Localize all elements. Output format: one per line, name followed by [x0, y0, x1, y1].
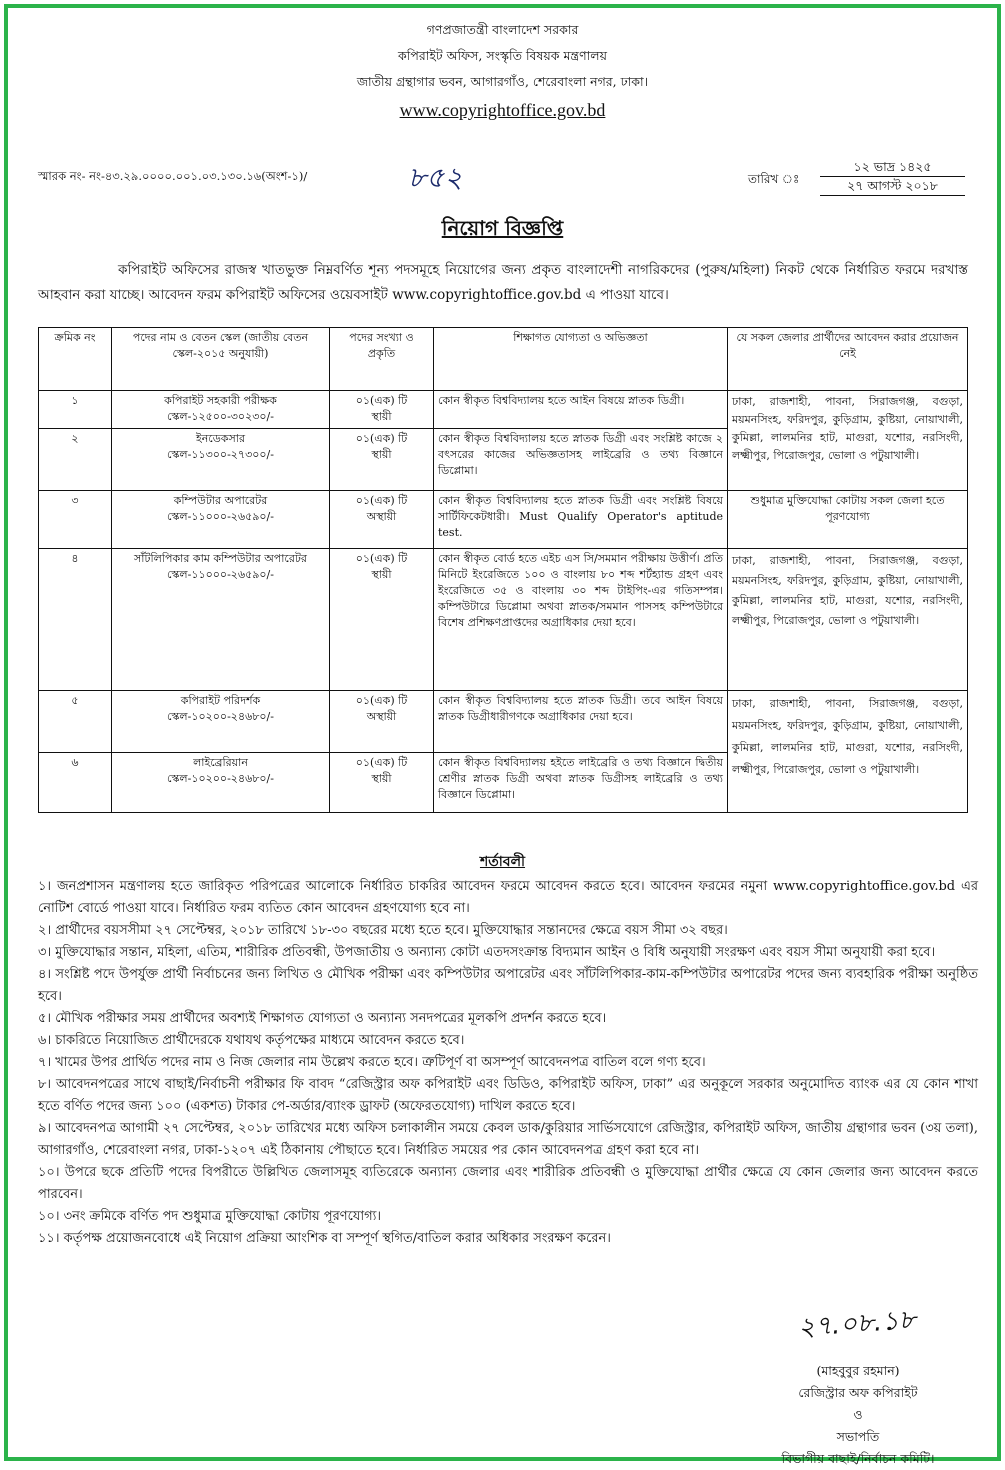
post-name: কম্পিউটার অপারেটর — [173, 494, 268, 507]
conditions-title — [8, 850, 997, 874]
post-name: লাইব্রেরিয়ান — [193, 756, 248, 769]
header-post: পদের নাম ও বেতন স্কেল (জাতীয় বেতন স্কেল-২০১৫ অনুযায়ী) — [112, 328, 330, 391]
row-districts: শুধুমাত্র মুক্তিযোদ্ধা কোটায় সকল জেলা হতে পূরণযোগ্য — [728, 491, 968, 549]
row-count — [330, 491, 434, 549]
govt-name: গণপ্রজাতন্ত্রী বাংলাদেশ সরকার — [426, 22, 579, 37]
condition-item: ৩। মুক্তিযোদ্ধার সন্তান, মহিলা, এতিম, শারীরিক প্রতিবন্ধী, উপজাতীয় ও অন্যান্য কোটা এতদসংক্রান্ত বিদ্যমান আইন ও বিধি অনুযায়ী সংরক্ষণ এবং বয়স সীমা অনুযায়ী করা হবে। — [38, 945, 936, 960]
notice-title — [8, 214, 997, 247]
table-header-row — [39, 328, 968, 391]
row-post — [112, 391, 330, 429]
row-qualification: কোন স্বীকৃত বিশ্ববিদ্যালয় হতে স্নাতক ডিগ্রী এবং সংশ্লিষ্ট কাজে ২ বৎসরের কাজের অভিজ্ঞতাসহ লাইব্রেরি ও তথ্য বিজ্ঞানে ডিপ্লোমা। — [434, 429, 728, 491]
row-post — [112, 753, 330, 813]
signature-block — [718, 1360, 998, 1470]
signatory-committee: বিভাগীয় বাছাই/নির্বাচন কমিটি। — [781, 1451, 935, 1466]
row-qualification: কোন স্বীকৃত বিশ্ববিদ্যালয় হতে স্নাতক ডিগ্রী এবং সংশ্লিষ্ট বিষয়ে সার্টিফিকেটধারী। Must Qualify Operator's aptitude test. — [434, 491, 728, 549]
post-type: স্থায়ী — [371, 568, 392, 581]
row-serial: ৪ — [39, 549, 112, 691]
website-link-text: www.copyrightoffice.gov.bd — [399, 100, 606, 120]
pay-scale: স্কেল-১০২০০-২৪৬৮০/- — [167, 710, 274, 723]
post-count: ০১(এক) টি — [355, 432, 408, 445]
date-block — [820, 158, 965, 196]
row-count — [330, 429, 434, 491]
office-name: কপিরাইট অফিস, সংস্কৃতি বিষয়ক মন্ত্রণালয় — [398, 48, 607, 63]
row-count — [330, 753, 434, 813]
row-post — [112, 691, 330, 753]
row-districts: ঢাকা, রাজশাহী, পাবনা, সিরাজগঞ্জ, বগুড়া, ময়মনসিংহ, ফরিদপুর, কুড়িগ্রাম, কুষ্টিয়া, নোয়াখালী, কুমিল্লা, লালমনির হাট, মাগুরা, যশোর, নরসিংদী, লক্ষ্মীপুর, পিরোজপুর, ভোলা ও পটুয়াখালী। — [728, 549, 968, 691]
row-serial: ২ — [39, 429, 112, 491]
condition-item: ৭। খামের উপর প্রার্থিত পদের নাম ও নিজ জেলার নাম উল্লেখ করতে হবে। ত্রুটিপূর্ণ বা অসম্পূর্ণ আবেদনপত্র বাতিল বলে গণ্য হবে। — [38, 1055, 706, 1070]
row-qualification: কোন স্বীকৃত বিশ্ববিদ্যালয় হতে আইন বিষয়ে স্নাতক ডিগ্রী। — [434, 391, 728, 429]
post-name: কপিরাইট সহকারী পরীক্ষক — [164, 394, 277, 407]
pay-scale: স্কেল-১১৩০০-২৭৩০০/- — [167, 448, 274, 461]
conditions-title-text: শর্তাবলী — [479, 854, 526, 870]
post-type: অস্থায়ী — [366, 510, 397, 523]
handwritten-signature: ২৭.০৮.১৮ — [797, 1304, 917, 1344]
post-name: সাঁটলিপিকার কাম কম্পিউটার অপারেটর — [134, 552, 307, 565]
vacancy-table — [38, 327, 968, 813]
intro-paragraph: কপিরাইট অফিসের রাজস্ব খাতভুক্ত নিম্নবর্ণিত শূন্য পদসমূহে নিয়োগের জন্য প্রকৃত বাংলাদেশী নাগরিকদের (পুরুষ/মহিলা) নিকট থেকে নির্ধারিত ফরমে দরখাস্ত আহবান করা যাচ্ছে। আবেদন ফরম কপিরাইট অফিসের ওয়েবসাইট www.copyrightoffice.gov.bd এ পাওয়া যাবে। — [38, 262, 968, 303]
post-name: ইনডেকসার — [195, 432, 245, 445]
condition-item: ১০। ৩নং ক্রমিকে বর্ণিত পদ শুধুমাত্র মুক্তিযোদ্ধা কোটায় পূরণযোগ্য। — [38, 1209, 382, 1224]
pay-scale: স্কেল-১২৫০০-৩০২৩০/- — [167, 410, 274, 423]
row-count — [330, 549, 434, 691]
condition-item: ২। প্রার্থীদের বয়সসীমা ২৭ সেপ্টেম্বর, ২০১৮ তারিখে ১৮-৩০ বছরের মধ্যে হতে হবে। মুক্তিযোদ্ধার সন্তানদের ক্ষেত্রে বয়স সীমা ৩২ বছর। — [38, 923, 728, 938]
row-serial: ৬ — [39, 753, 112, 813]
signatory-title: রেজিস্ট্রার অফ কপিরাইট — [798, 1385, 918, 1400]
row-districts: ঢাকা, রাজশাহী, পাবনা, সিরাজগঞ্জ, বগুড়া, ময়মনসিংহ, ফরিদপুর, কুড়িগ্রাম, কুষ্টিয়া, নোয়াখালী, কুমিল্লা, লালমনির হাট, মাগুরা, যশোর, নরসিংদী, লক্ষ্মীপুর, পিরোজপুর, ভোলা ও পটুয়াখালী। — [728, 691, 968, 813]
date-bangla: ১২ ভাদ্র ১৪২৫ — [820, 158, 965, 177]
notice-title-text: নিয়োগ বিজ্ঞপ্তি — [441, 216, 564, 240]
table-row — [39, 691, 968, 753]
row-post — [112, 491, 330, 549]
header-excluded-districts: যে সকল জেলার প্রার্থীদের আবেদন করার প্রয়োজন নেই — [728, 328, 968, 391]
post-type: অস্থায়ী — [366, 710, 397, 723]
row-count — [330, 391, 434, 429]
header-count: পদের সংখ্যা ও প্রকৃতি — [330, 328, 434, 391]
website-header — [8, 100, 997, 121]
condition-item: ৪। সংশ্লিষ্ট পদে উপর্যুক্ত প্রার্থী নির্বাচনের জন্য লিখিত ও মৌখিক পরীক্ষা এবং কম্পিউটার অপারেটর এবং সাঁটলিপিকার-কাম-কম্পিউটার অপারেটর পদের জন্য ব্যবহারিক পরীক্ষা অনুষ্ঠিত হবে। — [38, 967, 978, 1004]
condition-item: ১১। কর্তৃপক্ষ প্রয়োজনবোধে এই নিয়োগ প্রক্রিয়া আংশিক বা সম্পূর্ণ স্থগিত/বাতিল করার অধিকার সংরক্ষণ করেন। — [38, 1231, 611, 1246]
row-qualification: কোন স্বীকৃত বিশ্ববিদ্যালয় হতে স্নাতক ডিগ্রী। তবে আইন বিষয়ে স্নাতক ডিগ্রীধারীগণকে অগ্রাধিকার দেয়া হবে। — [434, 691, 728, 753]
memo-number: স্মারক নং- নং-৪৩.২৯.০০০০.০০১.০৩.১৩০.১৬(অংশ-১)/ — [38, 169, 308, 183]
office-address: জাতীয় গ্রন্থাগার ভবন, আগারগাঁও, শেরেবাংলা নগর, ঢাকা। — [356, 74, 649, 89]
handwritten-memo-number: ৮৫২ — [408, 161, 463, 194]
post-type: স্থায়ী — [371, 410, 392, 423]
condition-item: ৫। মৌখিক পরীক্ষার সময় প্রার্থীদের অবশ্যই শিক্ষাগত যোগ্যতা ও অন্যান্য সনদপত্রের মূলকপি প্রদর্শন করতে হবে। — [38, 1011, 607, 1026]
post-count: ০১(এক) টি — [355, 394, 408, 407]
row-qualification: কোন স্বীকৃত বিশ্ববিদ্যালয় হইতে লাইব্রেরি ও তথ্য বিজ্ঞানে দ্বিতীয় শ্রেণীর স্নাতক ডিগ্রী অথবা স্নাতক ডিগ্রীসহ লাইব্রেরি ও তথ্য বিজ্ঞানে ডিপ্লোমা। — [434, 753, 728, 813]
conditions-list — [38, 876, 978, 1250]
post-type: স্থায়ী — [371, 448, 392, 461]
condition-item: ৯। আবেদনপত্র আগামী ২৭ সেপ্টেম্বর, ২০১৮ তারিখের মধ্যে অফিস চলাকালীন সময়ে কেবল ডাক/কুরিয়ার সার্ভিসযোগে রেজিস্ট্রার, কপিরাইট অফিস, জাতীয় গ্রন্থাগার ভবন (৩য় তলা), আগারগাঁও, শেরেবাংলা নগর, ঢাকা-১২০৭ এই ঠিকানায় পৌছাতে হবে। নির্ধারিত সময়ের পর কোন আবেদনপত্র গ্রহণ করা হবে না। — [38, 1121, 979, 1158]
row-districts: ঢাকা, রাজশাহী, পাবনা, সিরাজগঞ্জ, বগুড়া, ময়মনসিংহ, ফরিদপুর, কুড়িগ্রাম, কুষ্টিয়া, নোয়াখালী, কুমিল্লা, লালমনির হাট, মাগুরা, যশোর, নরসিংদী, লক্ষ্মীপুর, পিরোজপুর, ভোলা ও পটুয়াখালী। — [728, 391, 968, 491]
row-post — [112, 429, 330, 491]
condition-item: ১০। উপরে ছকে প্রতিটি পদের বিপরীতে উল্লিখিত জেলাসমূহ ব্যতিরেকে অন্যান্য জেলার এবং শারীরিক প্রতিবন্ধী ও মুক্তিযোদ্ধা প্রার্থীর ক্ষেত্রে যে কোন জেলার জন্য আবেদন করতে পারবেন। — [38, 1165, 978, 1202]
header-qualification: শিক্ষাগত যোগ্যতা ও অভিজ্ঞতা — [434, 328, 728, 391]
row-qualification: কোন স্বীকৃত বোর্ড হতে এইচ এস সি/সমমান পরীক্ষায় উত্তীর্ণ। প্রতি মিনিটে ইংরেজিতে ১০০ ও বাংলায় ৮০ শব্দ শর্টহ্যান্ড গ্রহণ এবং ইংরেজিতে ৩৫ ও বাংলায় ৩০ শব্দ টাইপিং-এর গতিসম্পন্ন। কম্পিউটারে ডিপ্লোমা অথবা স্নাতক/সমমান পাসসহ কম্পিউটারে বিশেষ প্রশিক্ষণপ্রাপ্তদের অগ্রাধিকার দেয়া হবে। — [434, 549, 728, 691]
pay-scale: স্কেল-১১০০০-২৬৫৯০/- — [167, 568, 274, 581]
post-count: ০১(এক) টি — [355, 694, 408, 707]
table-row — [39, 391, 968, 429]
condition-item: ৬। চাকরিতে নিয়োজিত প্রার্থীদেরকে যথাযথ কর্তৃপক্ষের মাধ্যমে আবেদন করতে হবে। — [38, 1033, 465, 1048]
pay-scale: স্কেল-১০২০০-২৪৬৮০/- — [167, 772, 274, 785]
row-count — [330, 691, 434, 753]
post-type: স্থায়ী — [371, 772, 392, 785]
condition-item: ১। জনপ্রশাসন মন্ত্রণালয় হতে জারিকৃত পরিপত্রের আলোকে নির্ধারিত চাকরির আবেদন ফরমে আবেদন করতে হবে। আবেদন ফরমের নমুনা www.copyrightoffice.gov.bd এর নোটিশ বোর্ডে পাওয়া যাবে। নির্ধারিত ফরম ব্যতিত কোন আবেদন গ্রহণযোগ্য হবে না। — [38, 879, 978, 916]
row-post — [112, 549, 330, 691]
signatory-role: সভাপতি — [836, 1429, 880, 1444]
date-label: তারিখ ঃ — [748, 172, 800, 186]
row-serial: ১ — [39, 391, 112, 429]
condition-item: ৮। আবেদনপত্রের সাথে বাছাই/নির্বাচনী পরীক্ষার ফি বাবদ “রেজিস্ট্রার অফ কপিরাইট এবং ডিডিও, কপিরাইট অফিস, ঢাকা” এর অনুকূলে সরকার অনুমোদিত ব্যাংক এর যে কোন শাখা হতে বর্ণিত পদের জন্য ১০০ (একশত) টাকার পে-অর্ডার/ব্যাংক ড্রাফট (অফেরতযোগ্য) দাখিল করতে হবে। — [38, 1077, 978, 1114]
table-row — [39, 491, 968, 549]
signatory-name: (মাহবুবুর রহমান) — [816, 1363, 900, 1378]
post-count: ০১(এক) টি — [355, 756, 408, 769]
header-serial: ক্রমিক নং — [39, 328, 112, 391]
post-name: কপিরাইট পরিদর্শক — [180, 694, 261, 707]
table-row — [39, 549, 968, 691]
row-serial: ৫ — [39, 691, 112, 753]
post-count: ০১(এক) টি — [355, 552, 408, 565]
post-count: ০১(এক) টি — [355, 494, 408, 507]
pay-scale: স্কেল-১১০০০-২৬৫৯০/- — [167, 510, 274, 523]
row-serial: ৩ — [39, 491, 112, 549]
signatory-and: ও — [853, 1407, 863, 1422]
page-frame — [4, 4, 1001, 1466]
date-english: ২৭ আগস্ট ২০১৮ — [820, 177, 965, 196]
